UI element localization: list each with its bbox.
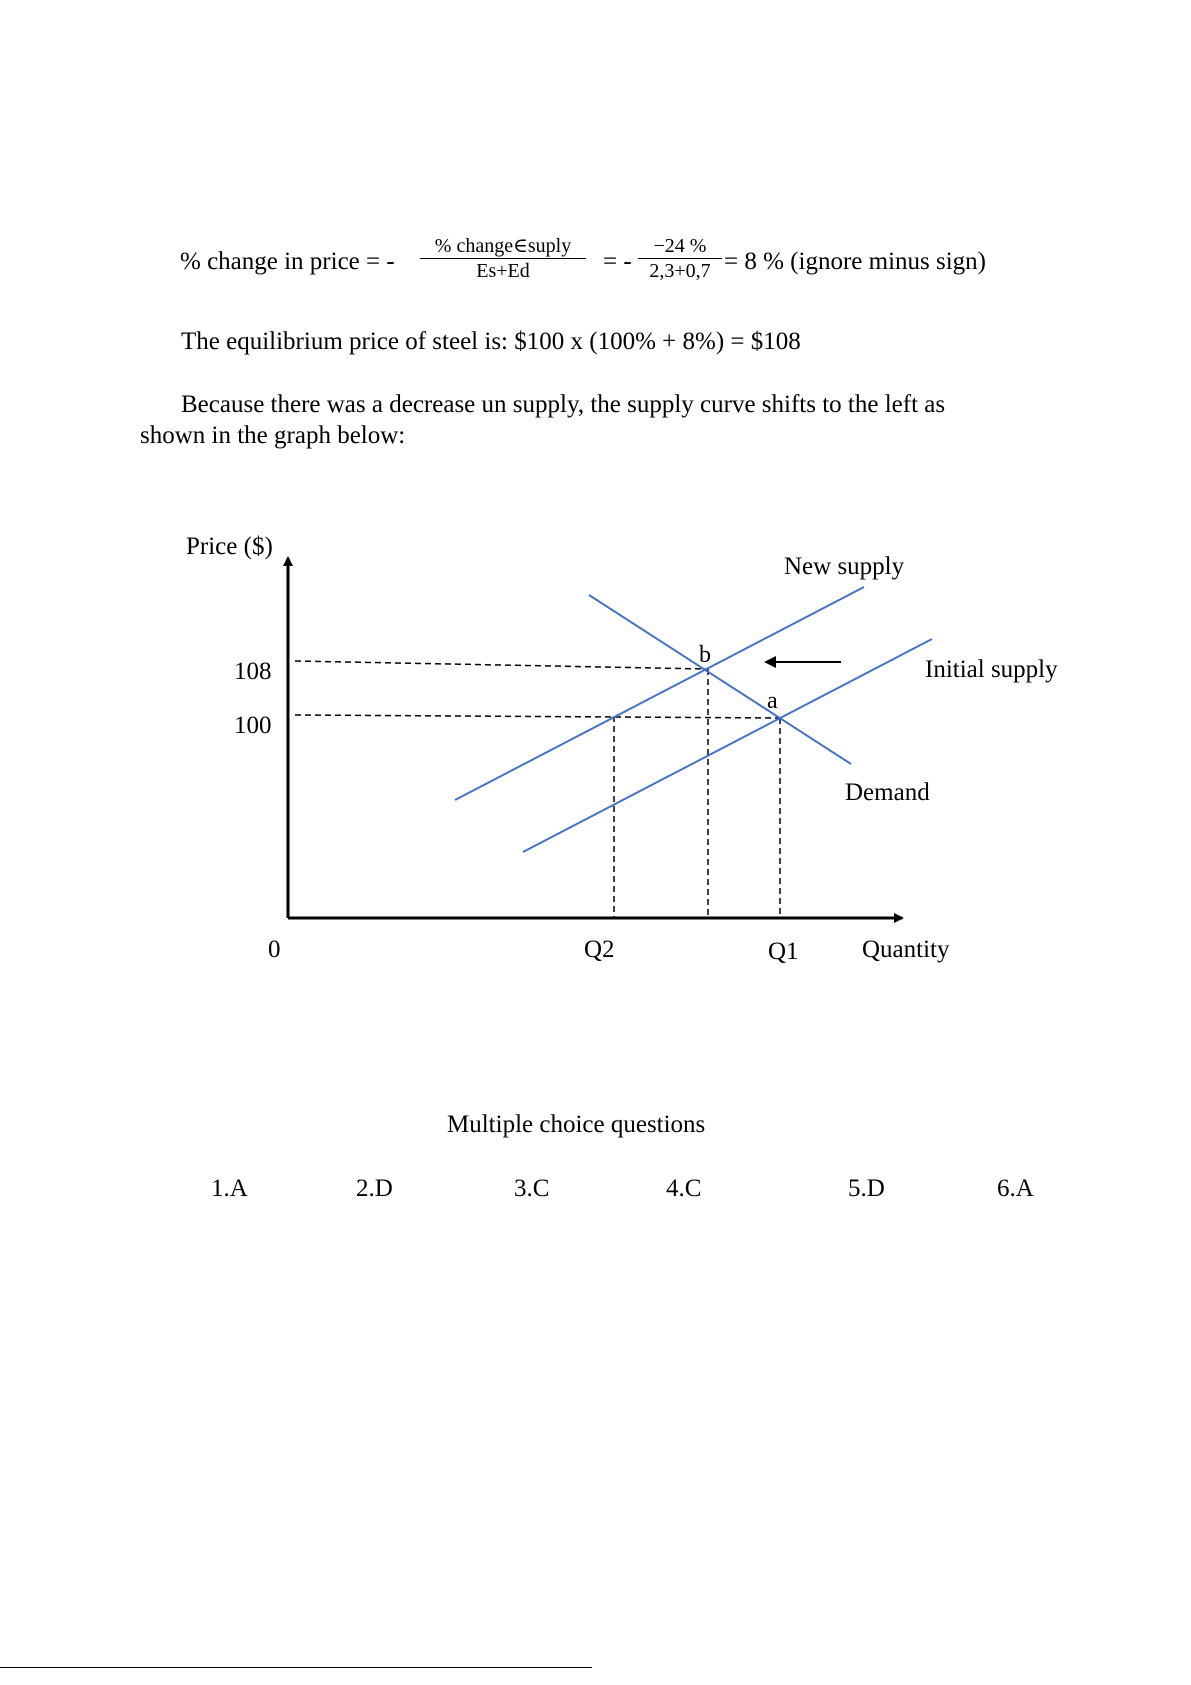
- y-tick-100: 100: [234, 712, 272, 739]
- equilibrium-text: The equilibrium price of steel is: $100 x (100% + 8%) = $108: [181, 328, 801, 355]
- x-tick-q2: Q2: [584, 936, 615, 963]
- formula-result: = 8 % (ignore minus sign): [724, 248, 986, 275]
- fraction-1-numerator: % change∈suply: [434, 235, 572, 257]
- mcq-answer-1: 1.A: [211, 1175, 248, 1202]
- shift-arrow-head: [764, 656, 776, 668]
- fraction-1-denominator: Es+Ed: [420, 258, 586, 283]
- price-100-guide: [295, 715, 780, 718]
- mcq-answer-3: 3.C: [514, 1175, 550, 1202]
- mcq-answer-6: 6.A: [997, 1175, 1034, 1202]
- fraction-2-denominator: 2,3+0,7: [638, 258, 722, 283]
- demand-label: Demand: [845, 779, 930, 806]
- new-supply-curve: [455, 587, 864, 800]
- mcq-answer-4: 4.C: [666, 1175, 702, 1202]
- mcq-heading: Multiple choice questions: [447, 1111, 706, 1138]
- y-tick-108: 108: [234, 658, 272, 685]
- new-supply-label: New supply: [784, 553, 905, 580]
- fraction-2-numerator: −24 %: [653, 235, 707, 257]
- initial-supply-curve: [523, 639, 932, 852]
- initial-supply-label: Initial supply: [925, 656, 1058, 683]
- paragraph-line-2: shown in the graph below:: [140, 422, 406, 449]
- formula-eq-minus: = -: [603, 248, 632, 275]
- paragraph-line-1: Because there was a decrease un supply, the supply curve shifts to the left as: [181, 391, 946, 418]
- point-a-label: a: [767, 688, 778, 714]
- x-tick-q1: Q1: [768, 938, 799, 965]
- mcq-answer-5: 5.D: [848, 1175, 885, 1202]
- y-axis-label: Price ($): [186, 533, 273, 560]
- point-b-label: b: [699, 642, 711, 668]
- price-108-guide: [295, 661, 706, 669]
- footnote-separator: [0, 1667, 592, 1668]
- demand-curve: [589, 595, 851, 764]
- origin-label: 0: [268, 936, 281, 963]
- formula-lhs: % change in price = -: [180, 248, 395, 275]
- mcq-answer-2: 2.D: [356, 1175, 393, 1202]
- x-axis-label: Quantity: [862, 936, 950, 963]
